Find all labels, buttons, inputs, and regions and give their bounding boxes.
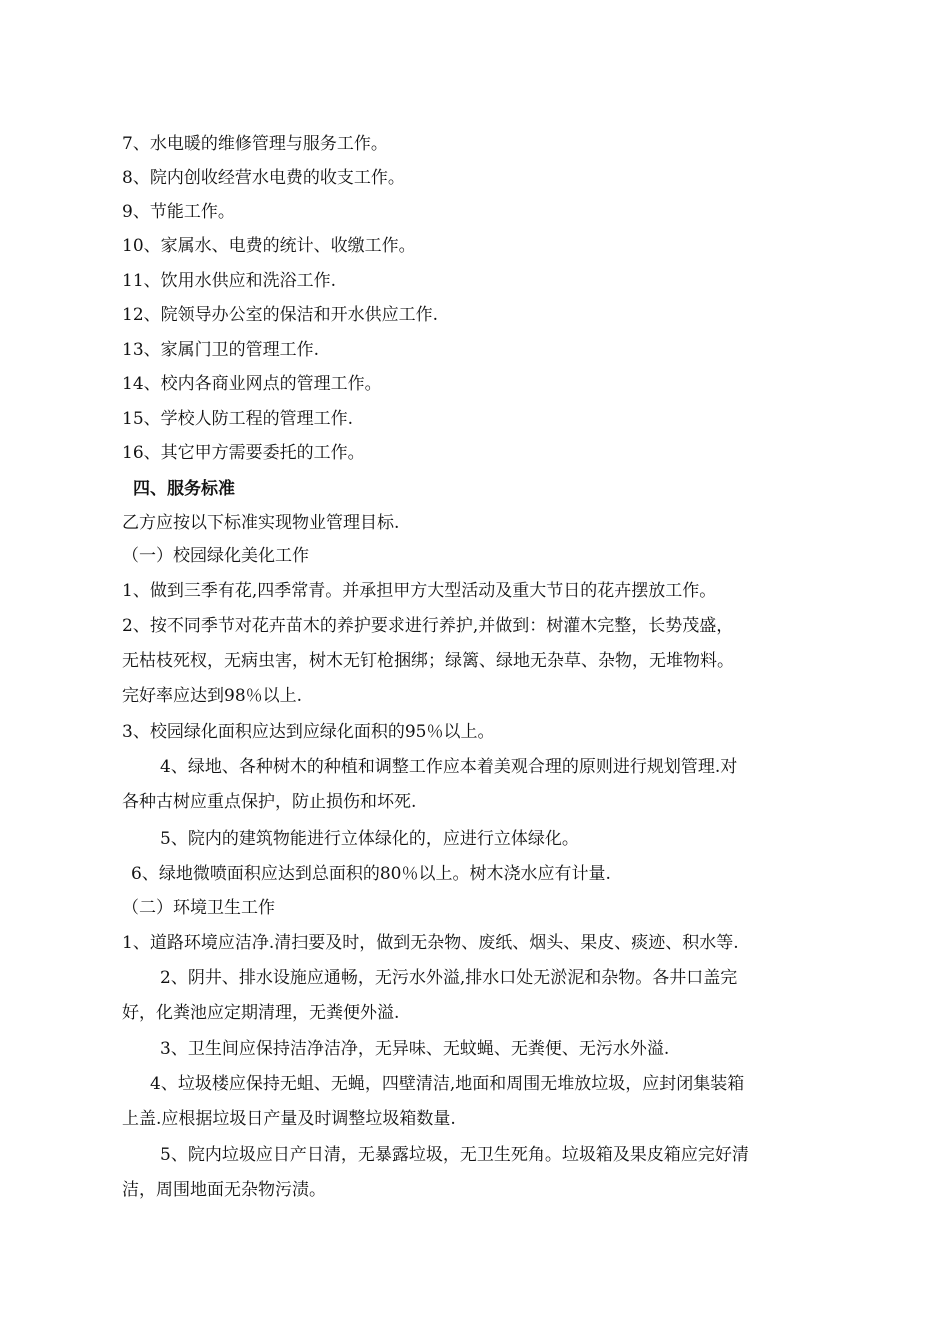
list-item: 4、绿地、各种树木的种植和调整工作应本着美观合理的原则进行规划管理.对 [160, 757, 738, 777]
list-item: 2、阴井、排水设施应通畅，无污水外溢,排水口处无淤泥和杂物。各井口盖完 [160, 968, 738, 988]
list-item: 16、其它甲方需要委托的工作。 [122, 443, 365, 463]
list-item: 12、院领导办公室的保洁和开水供应工作. [122, 305, 439, 325]
list-item: 6、绿地微喷面积应达到总面积的80％以上。树木浇水应有计量. [131, 864, 611, 884]
list-item: 2、按不同季节对花卉苗木的养护要求进行养护,并做到：树灌木完整，长势茂盛， [122, 616, 734, 636]
list-item-continuation: 上盖.应根据垃圾日产量及时调整垃圾箱数量. [122, 1109, 456, 1129]
subsection-heading: （二）环境卫生工作 [122, 898, 275, 918]
list-item-continuation: 无枯枝死杈，无病虫害，树木无钉枪捆绑；绿篱、绿地无杂草、杂物，无堆物料。 [122, 651, 734, 671]
list-item: 14、校内各商业网点的管理工作。 [122, 374, 382, 394]
list-item-continuation: 洁，周围地面无杂物污渍。 [122, 1180, 326, 1200]
list-item: 5、院内垃圾应日产日清，无暴露垃圾，无卫生死角。垃圾箱及果皮箱应完好清 [160, 1145, 749, 1165]
list-item: 15、学校人防工程的管理工作. [122, 409, 354, 429]
list-item: 11、饮用水供应和洗浴工作. [122, 271, 337, 291]
list-item-continuation: 各种古树应重点保护，防止损伤和坏死. [122, 792, 417, 812]
list-item: 10、家属水、电费的统计、收缴工作。 [122, 236, 416, 256]
list-item: 3、校园绿化面积应达到应绿化面积的95％以上。 [122, 722, 495, 742]
list-item: 13、家属门卫的管理工作. [122, 340, 320, 360]
list-item: 7、水电暖的维修管理与服务工作。 [122, 134, 388, 154]
list-item: 8、院内创收经营水电费的收支工作。 [122, 168, 405, 188]
list-item-continuation: 好，化粪池应定期清理，无粪便外溢. [122, 1003, 400, 1023]
list-item-continuation: 完好率应达到98％以上. [122, 686, 303, 706]
list-item: 5、院内的建筑物能进行立体绿化的，应进行立体绿化。 [160, 829, 579, 849]
intro-paragraph: 乙方应按以下标准实现物业管理目标. [122, 513, 400, 533]
list-item: 9、节能工作。 [122, 202, 235, 222]
list-item: 4、垃圾楼应保持无蛆、无蝇，四壁清洁,地面和周围无堆放垃圾，应封闭集装箱 [150, 1074, 745, 1094]
list-item: 1、做到三季有花,四季常青。并承担甲方大型活动及重大节日的花卉摆放工作。 [122, 581, 717, 601]
subsection-heading: （一）校园绿化美化工作 [122, 546, 309, 566]
list-item: 3、卫生间应保持洁净洁净，无异味、无蚊蝇、无粪便、无污水外溢. [160, 1039, 670, 1059]
list-item: 1、道路环境应洁净.清扫要及时，做到无杂物、废纸、烟头、果皮、痰迹、积水等. [122, 933, 739, 953]
section-heading: 四、服务标准 [133, 479, 235, 499]
